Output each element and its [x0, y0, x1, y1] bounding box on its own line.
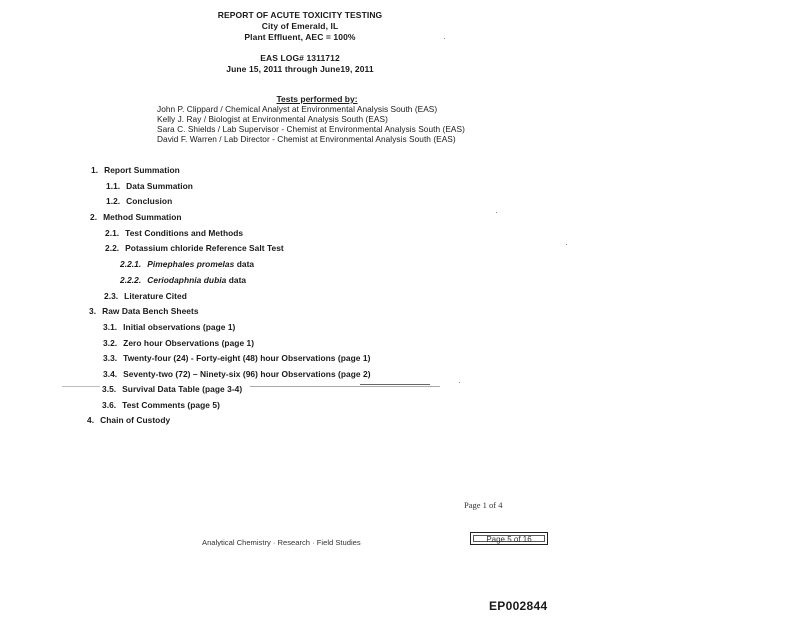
scan-artifact-line — [62, 386, 100, 387]
toc-number: 2.1. — [105, 228, 120, 238]
scan-speck — [496, 212, 497, 213]
toc-number: 1. — [91, 165, 99, 175]
performer-line: Kelly J. Ray / Biologist at Environmental Analysis South (EAS) — [157, 114, 388, 124]
toc-item — [120, 275, 246, 285]
page-of-label: Page 1 of 4 — [464, 500, 503, 510]
scan-speck — [459, 382, 460, 383]
toc-number: 3.2. — [103, 338, 118, 348]
toc-item — [103, 338, 254, 348]
toc-item — [104, 291, 187, 301]
toc-text: Literature Cited — [124, 291, 187, 301]
report-date-range: June 15, 2011 through June19, 2011 — [226, 64, 374, 74]
toc-text: Conclusion — [126, 196, 173, 206]
scan-artifact-line — [250, 386, 440, 387]
report-title: REPORT OF ACUTE TOXICITY TESTING — [217, 10, 383, 20]
toc-number: 2. — [90, 212, 98, 222]
report-sample: Plant Effluent, AEC = 100% — [244, 32, 356, 42]
performer-line: David F. Warren / Lab Director - Chemist at Environmental Analysis South (EAS) — [157, 134, 456, 144]
toc-item — [102, 384, 242, 394]
toc-text: data — [226, 275, 247, 285]
toc-number: 2.2.1. — [120, 259, 142, 269]
toc-text: Potassium chloride Reference Salt Test — [125, 243, 284, 253]
toc-species: Pimephales promelas — [147, 259, 235, 269]
performer-line: John P. Clippard / Chemical Analyst at Environmental Analysis South (EAS) — [157, 104, 438, 114]
toc-text: Initial observations (page 1) — [123, 322, 236, 332]
bates-number: EP002844 — [489, 599, 548, 613]
scan-artifact-line — [360, 384, 430, 385]
scan-speck — [444, 38, 445, 39]
toc-item — [103, 369, 371, 379]
toc-item — [91, 165, 180, 175]
toc-number: 1.2. — [106, 196, 121, 206]
page-number-label: Page 5 of 16 — [473, 535, 545, 542]
toc-text: Report Summation — [104, 165, 180, 175]
report-log-number: EAS LOG# 1311712 — [260, 53, 340, 63]
toc-number: 2.2.2. — [120, 275, 142, 285]
toc-text: Method Summation — [103, 212, 182, 222]
toc-number: 3.6. — [102, 400, 117, 410]
toc-text: Zero hour Observations (page 1) — [123, 338, 255, 348]
toc-item — [106, 181, 193, 191]
toc-species: Ceriodaphnia dubia — [147, 275, 227, 285]
toc-item — [103, 353, 370, 363]
toc-text: Test Comments (page 5) — [122, 400, 220, 410]
toc-item — [106, 196, 172, 206]
toc-number: 3.3. — [103, 353, 118, 363]
toc-number: 1.1. — [106, 181, 121, 191]
toc-number: 4. — [87, 415, 95, 425]
scan-speck — [566, 244, 567, 245]
report-city: City of Emerald, IL — [261, 21, 339, 31]
toc-number: 3.4. — [103, 369, 118, 379]
toc-text: data — [234, 259, 255, 269]
toc-number: 3.1. — [103, 322, 118, 332]
toc-item — [105, 228, 243, 238]
toc-item — [89, 306, 199, 316]
toc-text: Survival Data Table (page 3-4) — [122, 384, 243, 394]
performer-line: Sara C. Shields / Lab Supervisor - Chemist at Environmental Analysis South (EAS) — [157, 124, 465, 134]
toc-text: Twenty-four (24) - Forty-eight (48) hour Observations (page 1) — [123, 353, 371, 363]
toc-text: Raw Data Bench Sheets — [102, 306, 199, 316]
toc-item — [103, 322, 235, 332]
toc-text: Data Summation — [126, 181, 193, 191]
toc-item — [90, 212, 182, 222]
toc-number: 3.5. — [102, 384, 117, 394]
toc-item — [87, 415, 170, 425]
toc-number: 2.3. — [104, 291, 119, 301]
toc-text: Seventy-two (72) – Ninety-six (96) hour Observations (page 2) — [123, 369, 371, 379]
toc-number: 2.2. — [105, 243, 120, 253]
toc-item — [105, 243, 284, 253]
toc-number: 3. — [89, 306, 97, 316]
toc-text: Chain of Custody — [100, 415, 171, 425]
footer-tagline: Analytical Chemistry · Research · Field Studies — [202, 538, 361, 547]
page-number-box — [470, 532, 548, 545]
performers-title: Tests performed by: — [276, 94, 358, 104]
toc-text: Test Conditions and Methods — [125, 228, 244, 238]
toc-item — [120, 259, 254, 269]
toc-item — [102, 400, 220, 410]
